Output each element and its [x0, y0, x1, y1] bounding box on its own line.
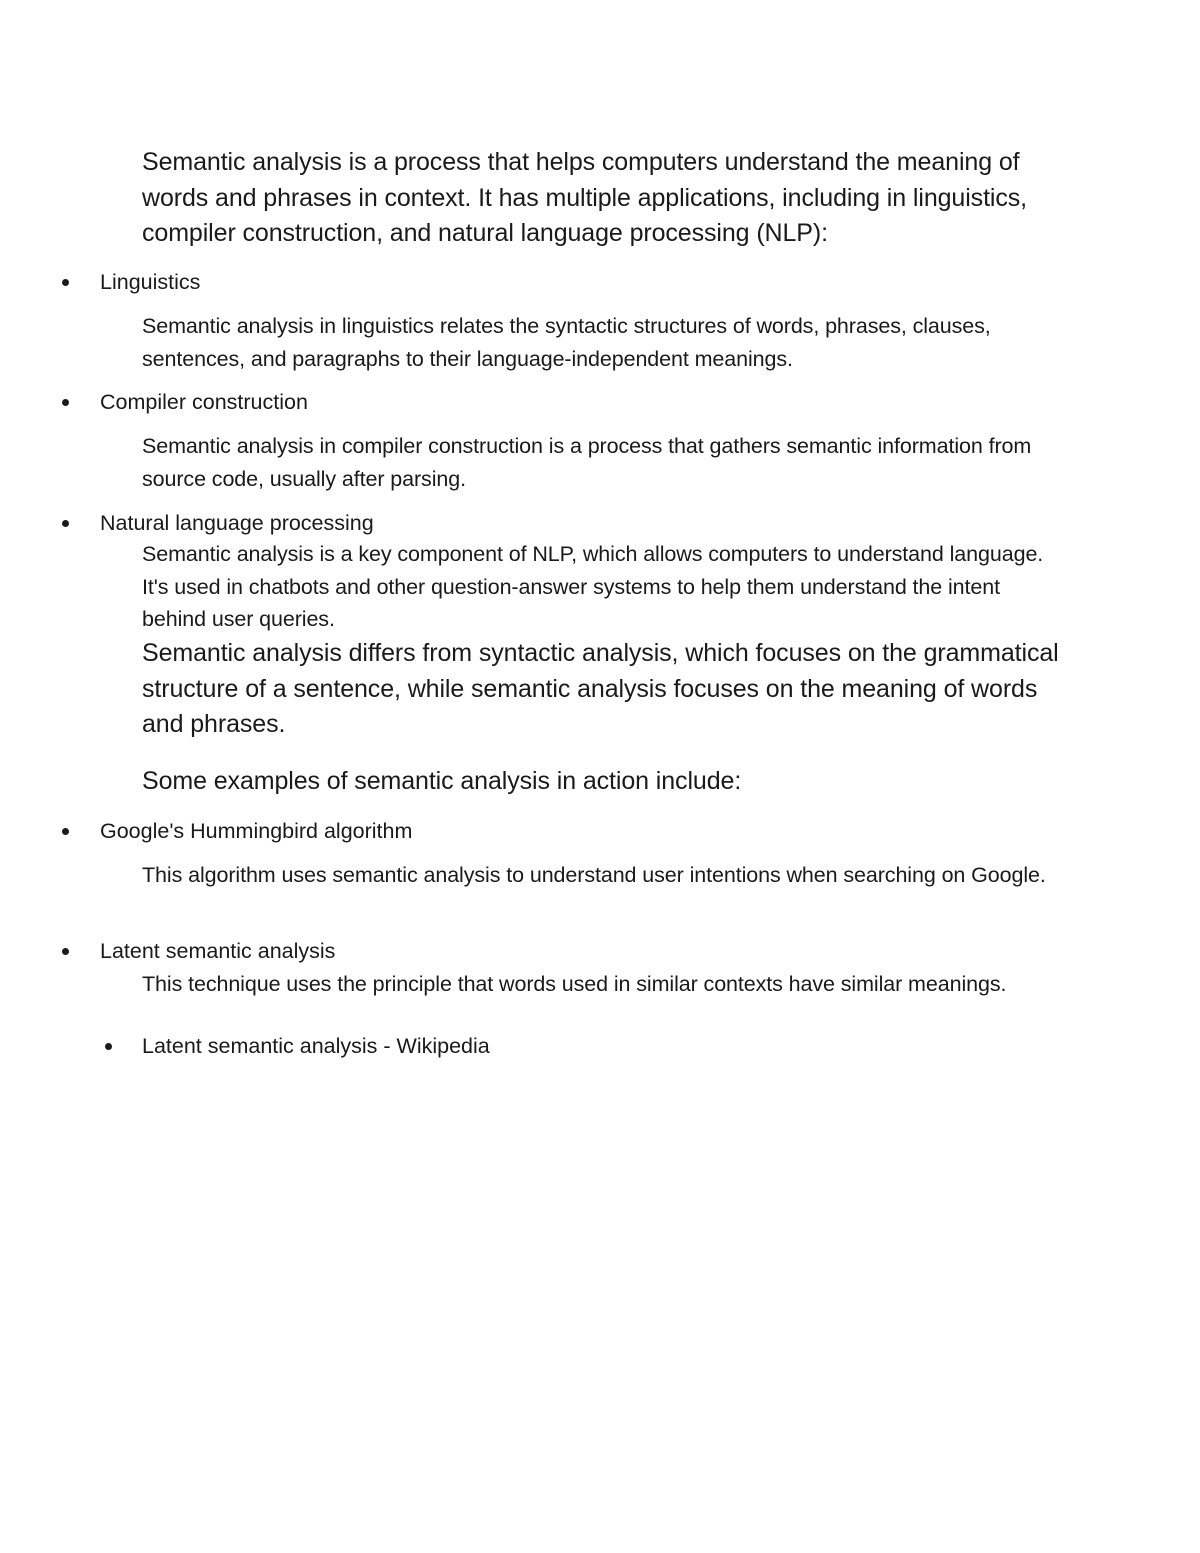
bullet-icon: [62, 828, 69, 835]
intro-paragraph: Semantic analysis is a process that helps computers understand the meaning of words and phrases in context. It has multiple applications, including in linguistics, compiler construction, and natural language processing (NLP):: [142, 148, 1028, 247]
bullet-icon: [62, 279, 69, 286]
linguistics-description: Semantic analysis in linguistics relates the syntactic structures of words, phrases, clauses, sentences, and paragraphs to their language-independent meanings.: [142, 314, 991, 371]
bullet-icon: [105, 1043, 112, 1050]
list-item-title: Compiler construction: [100, 390, 308, 414]
nlp-description: Semantic analysis is a key component of NLP, which allows computers to understand language. It's used in chatbots and other question-answer systems to help them understand the intent behind user queries.: [142, 542, 1044, 631]
list-item-title: Latent semantic analysis: [100, 939, 336, 963]
difference-paragraph: Semantic analysis differs from syntactic analysis, which focuses on the grammatical structure of a sentence, while semantic analysis focuses on the meaning of words and phrases.: [142, 639, 1059, 738]
compiler-description: Semantic analysis in compiler construction is a process that gathers semantic information from source code, usually after parsing.: [142, 434, 1032, 491]
list-item-title: Natural language processing: [100, 511, 374, 535]
wikipedia-link[interactable]: Latent semantic analysis - Wikipedia: [142, 1034, 490, 1058]
bullet-icon: [62, 399, 69, 406]
bullet-icon: [62, 948, 69, 955]
bullet-icon: [62, 520, 69, 527]
list-item-title: Google's Hummingbird algorithm: [100, 819, 413, 843]
examples-intro: Some examples of semantic analysis in action include:: [142, 767, 742, 795]
lsa-description: This technique uses the principle that words used in similar contexts have similar meanings.: [142, 972, 1007, 996]
hummingbird-description: This algorithm uses semantic analysis to understand user intentions when searching on Google.: [142, 863, 1046, 887]
list-item-title: Linguistics: [100, 270, 201, 294]
